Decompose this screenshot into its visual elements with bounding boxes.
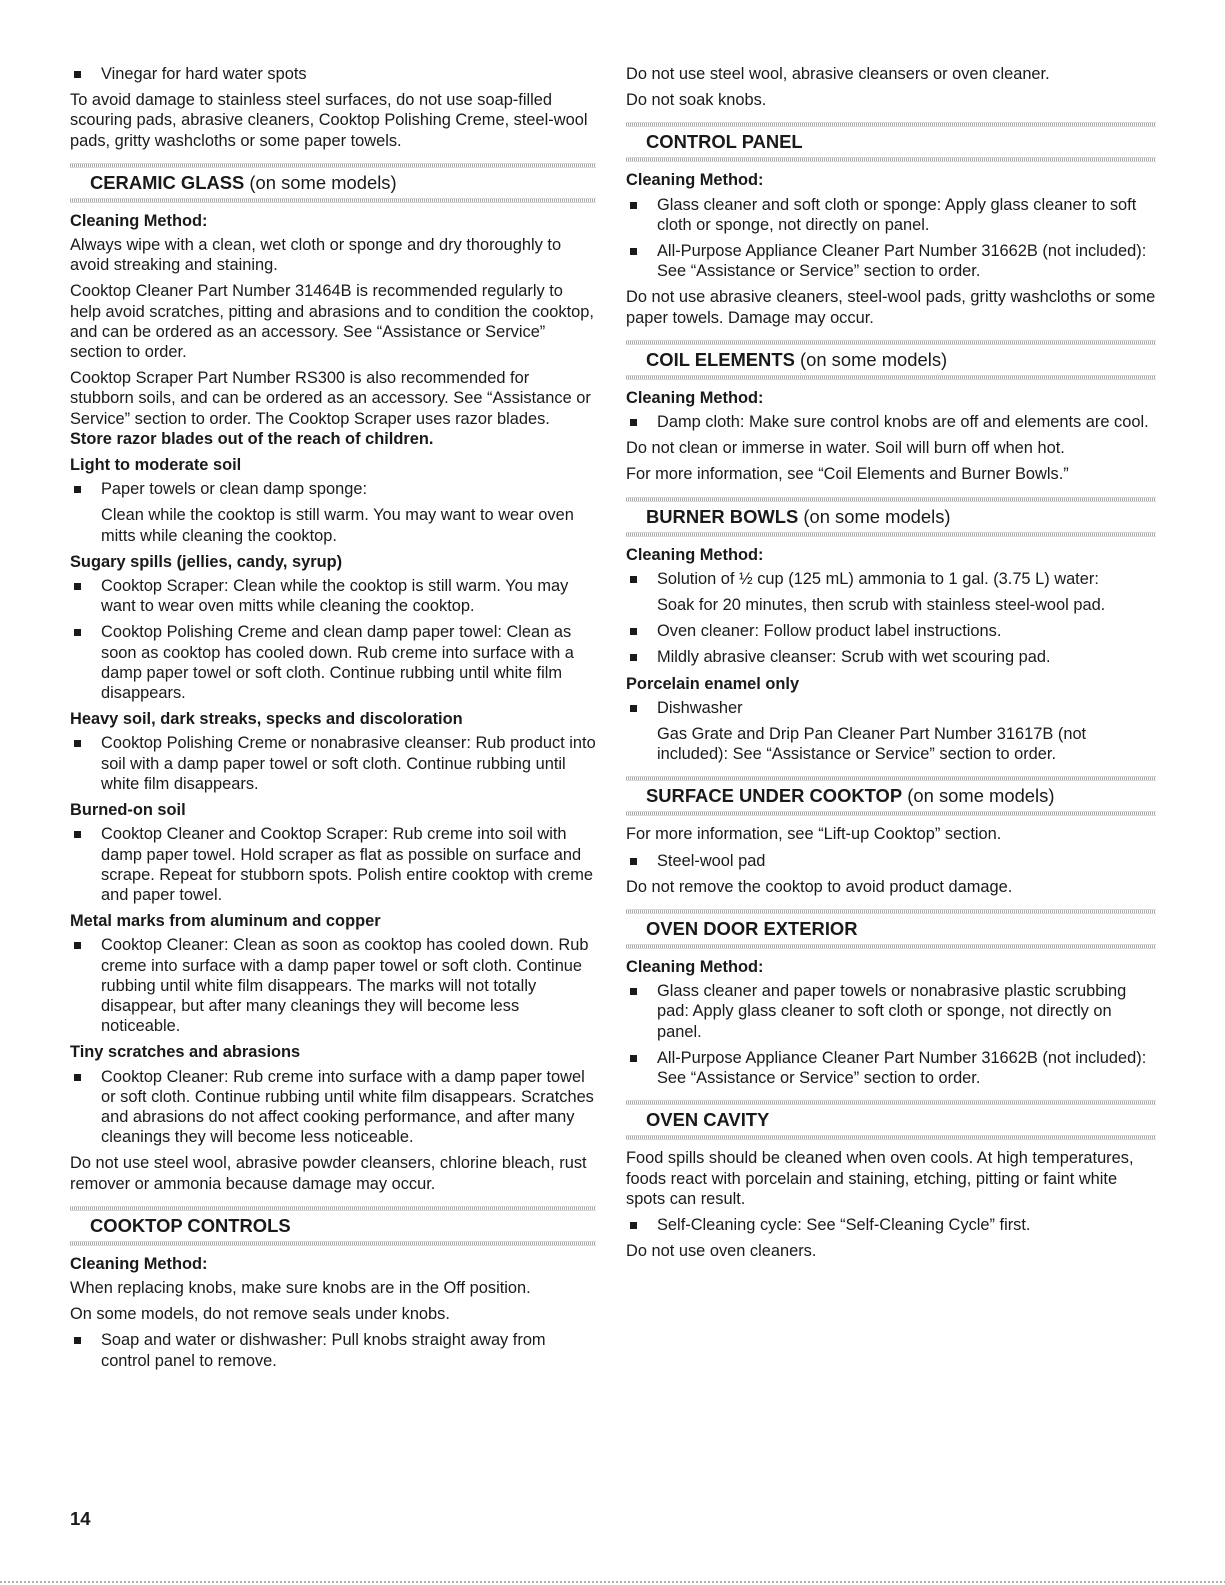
sugary-spills-label: Sugary spills (jellies, candy, syrup): [70, 552, 343, 571]
section-rule-bottom: [626, 811, 1156, 816]
list-item: Mildly abrasive cleanser: Scrub with wet scouring pad.: [626, 647, 1156, 667]
bottom-dashed-rule: [0, 1581, 1225, 1583]
section-rule-bottom: [626, 1135, 1156, 1140]
paragraph: Do not soak knobs.: [626, 91, 767, 110]
section-rule-bottom: [70, 198, 596, 203]
cleaning-method-label: Cleaning Method:: [626, 171, 764, 190]
list-item: Oven cleaner: Follow product label instructions.: [626, 621, 1156, 641]
heavy-soil-label: Heavy soil, dark streaks, specks and discoloration: [70, 710, 463, 729]
paragraph: Do not use abrasive cleaners, steel-wool pads, gritty washcloths or some paper towels. Damage may occur.: [626, 288, 1156, 327]
list-item: Cooktop Scraper: Clean while the cooktop is still warm. You may want to wear oven mitts while cleaning the cooktop.: [70, 576, 596, 616]
section-title: CERAMIC GLASS (on some models): [90, 171, 397, 193]
section-control-panel: [626, 122, 1156, 162]
section-title: COOKTOP CONTROLS: [90, 1214, 291, 1236]
right-column: [626, 64, 1156, 1267]
section-oven-door-exterior: [626, 909, 1156, 949]
paragraph: Cooktop Scraper Part Number RS300 is also recommended for stubborn soils, and can be ordered as an accessory. See “Assistance or Service” section to order. The Cooktop Scraper uses razor blades. Store razor blades out of the reach of children.: [70, 369, 591, 448]
cleaning-method-label: Cleaning Method:: [626, 388, 764, 407]
list-item: Steel-wool pad: [626, 851, 1156, 871]
list-item: Vinegar for hard water spots: [70, 64, 596, 84]
cleaning-method-label: Cleaning Method:: [70, 1254, 208, 1273]
burned-soil-label: Burned-on soil: [70, 801, 186, 820]
list-item: Self-Cleaning cycle: See “Self-Cleaning Cycle” first.: [626, 1215, 1156, 1235]
tiny-scratches-label: Tiny scratches and abrasions: [70, 1043, 301, 1062]
list-item: Glass cleaner and paper towels or nonabrasive plastic scrubbing pad: Apply glass cleaner to soft cloth or sponge, not directly on panel.: [626, 981, 1156, 1042]
section-rule-bottom: [626, 157, 1156, 162]
list-item: All-Purpose Appliance Cleaner Part Number 31662B (not included): See “Assistance or Service” section to order.: [626, 241, 1156, 281]
stainless-warning: To avoid damage to stainless steel surfaces, do not use soap-filled scouring pads, abrasive cleaners, Cooktop Polishing Creme, steel-wool pads, gritty washcloths or some paper towels.: [70, 91, 588, 150]
list-item-detail: Soak for 20 minutes, then scrub with stainless steel-wool pad.: [657, 596, 1106, 615]
paragraph: Always wipe with a clean, wet cloth or sponge and dry thoroughly to avoid streaking and staining.: [70, 236, 562, 275]
section-oven-cavity: [626, 1100, 1156, 1140]
section-title: COIL ELEMENTS (on some models): [646, 348, 948, 370]
list-item: Cooktop Polishing Creme and clean damp paper towel: Clean as soon as cooktop has cooled down. Rub creme into surface with a damp paper towel or soft cloth. Continue rubbing until white film disappears.: [70, 622, 596, 703]
list-item: Paper towels or clean damp sponge:: [70, 479, 596, 499]
razor-warning: Store razor blades out of the reach of children.: [70, 429, 434, 448]
section-rule-bottom: [70, 1241, 596, 1246]
section-rule-bottom: [626, 375, 1156, 380]
left-column: [70, 64, 596, 1377]
cleaning-method-label: Cleaning Method:: [70, 211, 208, 230]
list-item: Glass cleaner and soft cloth or sponge: Apply glass cleaner to soft cloth or sponge, not directly on panel.: [626, 195, 1156, 235]
light-soil-label: Light to moderate soil: [70, 456, 242, 475]
section-rule-bottom: [626, 532, 1156, 537]
paragraph: On some models, do not remove seals under knobs.: [70, 1305, 450, 1324]
section-title: OVEN DOOR EXTERIOR: [646, 918, 858, 940]
list-item-detail: Clean while the cooktop is still warm. You may want to wear oven mitts while cleaning the cooktop.: [101, 506, 574, 545]
paragraph: Do not use steel wool, abrasive cleansers or oven cleaner.: [626, 65, 1050, 83]
paragraph: Do not use oven cleaners.: [626, 1242, 817, 1261]
list-item: Solution of ½ cup (125 mL) ammonia to 1 gal. (3.75 L) water:: [626, 569, 1156, 589]
porcelain-enamel-label: Porcelain enamel only: [626, 674, 800, 693]
cleaning-method-label: Cleaning Method:: [626, 958, 764, 977]
list-item: Cooktop Cleaner and Cooktop Scraper: Rub creme into soil with damp paper towel. Hold scraper as flat as possible on surface and scrape. Repeat for stubborn spots. Polish entire cooktop with creme and paper towel.: [70, 824, 596, 905]
section-title: CONTROL PANEL: [646, 131, 803, 153]
section-surface-under-cooktop: [626, 776, 1156, 816]
section-title: SURFACE UNDER COOKTOP (on some models): [646, 785, 1055, 807]
list-item: Cooktop Polishing Creme or nonabrasive cleanser: Rub product into soil with a damp paper towel or soft cloth. Continue rubbing until white film disappears.: [70, 733, 596, 794]
list-item: Soap and water or dishwasher: Pull knobs straight away from control panel to remove.: [70, 1330, 596, 1370]
section-coil-elements: [626, 340, 1156, 380]
paragraph: Do not use steel wool, abrasive powder cleansers, chlorine bleach, rust remover or ammonia because damage may occur.: [70, 1154, 587, 1193]
section-title: BURNER BOWLS (on some models): [646, 505, 951, 527]
paragraph: Do not remove the cooktop to avoid product damage.: [626, 877, 1013, 896]
cleaning-method-label: Cleaning Method:: [626, 545, 764, 564]
list-item: All-Purpose Appliance Cleaner Part Number 31662B (not included): See “Assistance or Service” section to order.: [626, 1048, 1156, 1088]
paragraph: Cooktop Cleaner Part Number 31464B is recommended regularly to help avoid scratches, pitting and abrasions and to condition the cooktop, and can be ordered as an accessory. See “Assistance or Service” section to order.: [70, 282, 594, 362]
paragraph: For more information, see “Coil Elements and Burner Bowls.”: [626, 465, 1069, 484]
paragraph: When replacing knobs, make sure knobs are in the Off position.: [70, 1278, 531, 1297]
list-item-detail: Gas Grate and Drip Pan Cleaner Part Number 31617B (not included): See “Assistance or Service” section to order.: [657, 725, 1087, 764]
section-ceramic-glass: [70, 163, 596, 203]
section-rule-bottom: [626, 944, 1156, 949]
metal-marks-label: Metal marks from aluminum and copper: [70, 912, 381, 931]
paragraph: Food spills should be cleaned when oven cools. At high temperatures, foods react with porcelain and staining, etching, pitting or faint white spots can result.: [626, 1149, 1134, 1208]
page-number: 14: [70, 1508, 91, 1529]
list-item: Cooktop Cleaner: Clean as soon as cooktop has cooled down. Rub creme into surface with a damp paper towel or soft cloth. Continue rubbing until white film disappears. The marks will not totally disappear, but after many cleanings they will become less noticeable.: [70, 935, 596, 1036]
section-cooktop-controls: [70, 1206, 596, 1246]
section-title: OVEN CAVITY: [646, 1109, 770, 1131]
list-item: Damp cloth: Make sure control knobs are off and elements are cool.: [626, 412, 1156, 432]
paragraph: Do not clean or immerse in water. Soil will burn off when hot.: [626, 439, 1065, 458]
list-item: Cooktop Cleaner: Rub creme into surface with a damp paper towel or soft cloth. Continue rubbing until white film disappears. Scratches and abrasions do not affect cooking performance, and after many cleanings they will become less noticeable.: [70, 1067, 596, 1148]
paragraph: For more information, see “Lift-up Cooktop” section.: [626, 825, 1002, 844]
section-burner-bowls: [626, 497, 1156, 537]
list-item: Dishwasher: [626, 698, 1156, 718]
